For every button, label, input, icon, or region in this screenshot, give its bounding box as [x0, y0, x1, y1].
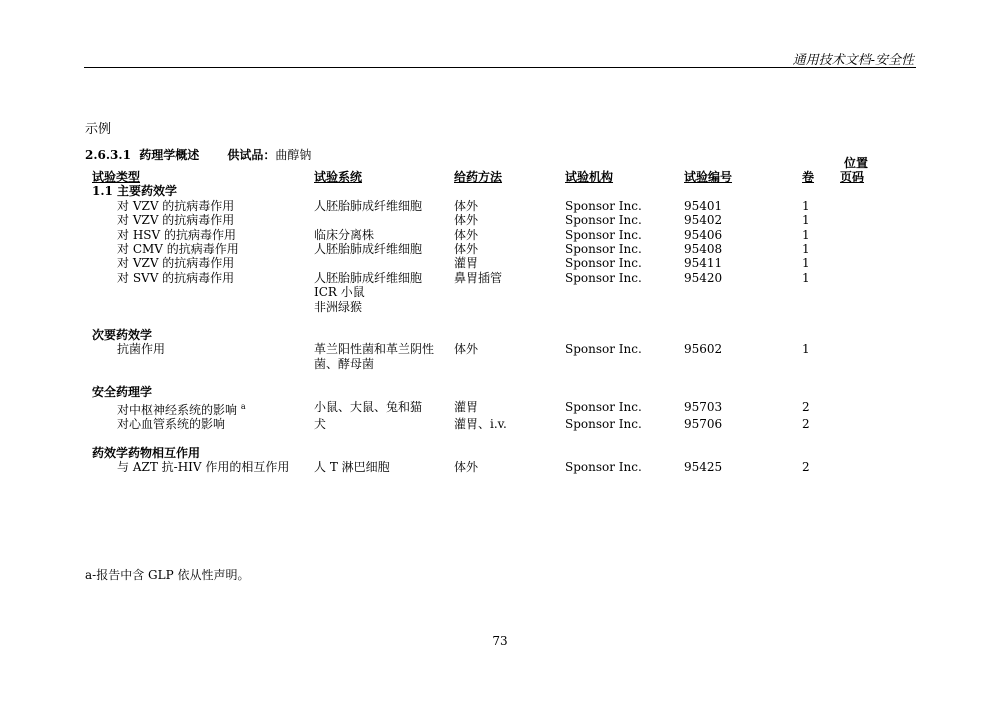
- cell-type-text: 对中枢神经系统的影响: [117, 402, 238, 417]
- cell-route: 体外: [454, 342, 479, 357]
- cell-facility: Sponsor Inc.: [565, 417, 642, 432]
- section-title: 药理学概述: [139, 148, 200, 162]
- cell-route: 灌胃: [454, 256, 479, 271]
- cell-study-number: 95602: [684, 342, 723, 357]
- cell-type: 与 AZT 抗-HIV 作用的相互作用: [117, 459, 290, 474]
- cell-route: 灌胃、i.v.: [454, 417, 507, 432]
- table-row: [92, 271, 892, 314]
- table-header-row: [92, 170, 892, 184]
- cell-system: 人胚胎肺成纤维细胞: [314, 198, 423, 213]
- cell-study-number: 95425: [684, 459, 723, 474]
- table-row: [92, 242, 892, 256]
- cell-page: [838, 199, 892, 213]
- header-rule: [84, 67, 916, 68]
- footnote: a-报告中含 GLP 依从性声明。: [85, 568, 250, 582]
- supplied-label: 供试品：: [227, 148, 276, 162]
- cell-study-number: 95401: [684, 198, 723, 213]
- cell-facility: Sponsor Inc.: [565, 213, 642, 228]
- cell-system: 人 T 淋巴细胞: [314, 459, 390, 474]
- table-row: [92, 400, 892, 417]
- cell-route: 体外: [454, 242, 479, 257]
- cell-route: 鼻胃插管: [454, 270, 503, 285]
- cell-facility: Sponsor Inc.: [565, 342, 642, 357]
- cell-facility: Sponsor Inc.: [565, 198, 642, 213]
- cell-study-number: 95406: [684, 227, 723, 242]
- cell-system-line: 非洲绿猴: [314, 299, 363, 314]
- cell-facility: Sponsor Inc.: [565, 242, 642, 257]
- cell-system: 临床分离株: [314, 227, 375, 242]
- header-page: 页码: [840, 170, 865, 184]
- header-system: 试验系统: [314, 170, 363, 184]
- header-route: 给药方法: [454, 170, 503, 184]
- cell-page: [838, 271, 892, 314]
- cell-system: [314, 271, 454, 314]
- cell-study-number: 95703: [684, 399, 723, 414]
- cell-facility: Sponsor Inc.: [565, 227, 642, 242]
- cell-route: 体外: [454, 213, 479, 228]
- cell-system: [314, 213, 454, 227]
- table-row: [92, 228, 892, 242]
- cell-route: 体外: [454, 198, 479, 213]
- cell-page: [838, 342, 892, 371]
- cell-volume: 1: [802, 256, 810, 271]
- section-number: 2.6.3.1: [85, 148, 131, 162]
- cell-study-number: 95408: [684, 242, 723, 257]
- cell-volume: 1: [802, 342, 810, 357]
- cell-type: 对心血管系统的影响: [117, 417, 226, 432]
- cell-system: [314, 342, 454, 371]
- cell-volume: 1: [802, 198, 810, 213]
- cell-route: 体外: [454, 227, 479, 242]
- cell-route: 灌胃: [454, 399, 479, 414]
- cell-volume: 1: [802, 242, 810, 257]
- cell-type: 对 VZV 的抗病毒作用: [117, 198, 235, 213]
- study-table: [92, 156, 892, 474]
- cell-type: 对 VZV 的抗病毒作用: [117, 213, 235, 228]
- group-title: 次要药效学: [92, 328, 153, 343]
- cell-volume: 2: [802, 417, 810, 432]
- table-row: [92, 213, 892, 227]
- cell-system: 犬: [314, 417, 327, 432]
- cell-page: [838, 256, 892, 270]
- cell-type: 对 SVV 的抗病毒作用: [117, 270, 235, 285]
- cell-facility: Sponsor Inc.: [565, 270, 642, 285]
- header-volume: 卷: [802, 170, 815, 184]
- table-row: [92, 199, 892, 213]
- cell-study-number: 95411: [684, 256, 723, 271]
- header-position-group: [840, 156, 892, 184]
- cell-type: 对 VZV 的抗病毒作用: [117, 256, 235, 271]
- cell-volume: 1: [802, 213, 810, 228]
- table-row: [92, 460, 892, 474]
- cell-facility: Sponsor Inc.: [565, 399, 642, 414]
- cell-type: 对 HSV 的抗病毒作用: [117, 227, 236, 242]
- header-facility: 试验机构: [565, 170, 614, 184]
- header-position: 位置: [844, 156, 869, 170]
- table-row: [92, 256, 892, 270]
- header-type: 试验类型: [92, 170, 141, 184]
- cell-page: [838, 228, 892, 242]
- cell-study-number: 95706: [684, 417, 723, 432]
- cell-system: 人胚胎肺成纤维细胞: [314, 242, 423, 257]
- example-label: 示例: [85, 122, 112, 137]
- cell-system: 小鼠、大鼠、兔和猫: [314, 399, 423, 414]
- cell-volume: 1: [802, 270, 810, 285]
- table-row: [92, 342, 892, 371]
- cell-page: [838, 242, 892, 256]
- table-row: [92, 417, 892, 431]
- group-title: 药效学药物相互作用: [92, 445, 201, 460]
- cell-type: 对 CMV 的抗病毒作用: [117, 242, 239, 257]
- cell-volume: 2: [802, 399, 810, 414]
- cell-system-line: ICR 小鼠: [314, 285, 365, 300]
- cell-page: [838, 460, 892, 474]
- header-study-number: 试验编号: [684, 170, 733, 184]
- section-heading: [85, 146, 311, 163]
- cell-study-number: 95420: [684, 270, 723, 285]
- cell-type: [92, 400, 314, 417]
- document-header-title: 通用技术文档-安全性: [792, 53, 914, 68]
- cell-facility: Sponsor Inc.: [565, 459, 642, 474]
- cell-system: [314, 256, 454, 270]
- cell-system-line: 革兰阳性菌和革兰阴性: [314, 342, 435, 357]
- page-number: 73: [492, 634, 508, 648]
- group-title: 1.1 主要药效学: [92, 184, 178, 199]
- cell-system-line: 人胚胎肺成纤维细胞: [314, 270, 423, 285]
- drug-name: 曲醇钠: [275, 148, 312, 162]
- cell-page: [838, 213, 892, 227]
- group-title: 安全药理学: [92, 385, 153, 400]
- cell-page: [838, 417, 892, 431]
- cell-page: [838, 400, 892, 417]
- cell-route: 体外: [454, 459, 479, 474]
- cell-system-line: 菌、酵母菌: [314, 356, 375, 371]
- cell-volume: 2: [802, 459, 810, 474]
- cell-type: 抗菌作用: [117, 342, 166, 357]
- cell-facility: Sponsor Inc.: [565, 256, 642, 271]
- cell-volume: 1: [802, 227, 810, 242]
- cell-study-number: 95402: [684, 213, 723, 228]
- footnote-marker: a: [240, 401, 246, 411]
